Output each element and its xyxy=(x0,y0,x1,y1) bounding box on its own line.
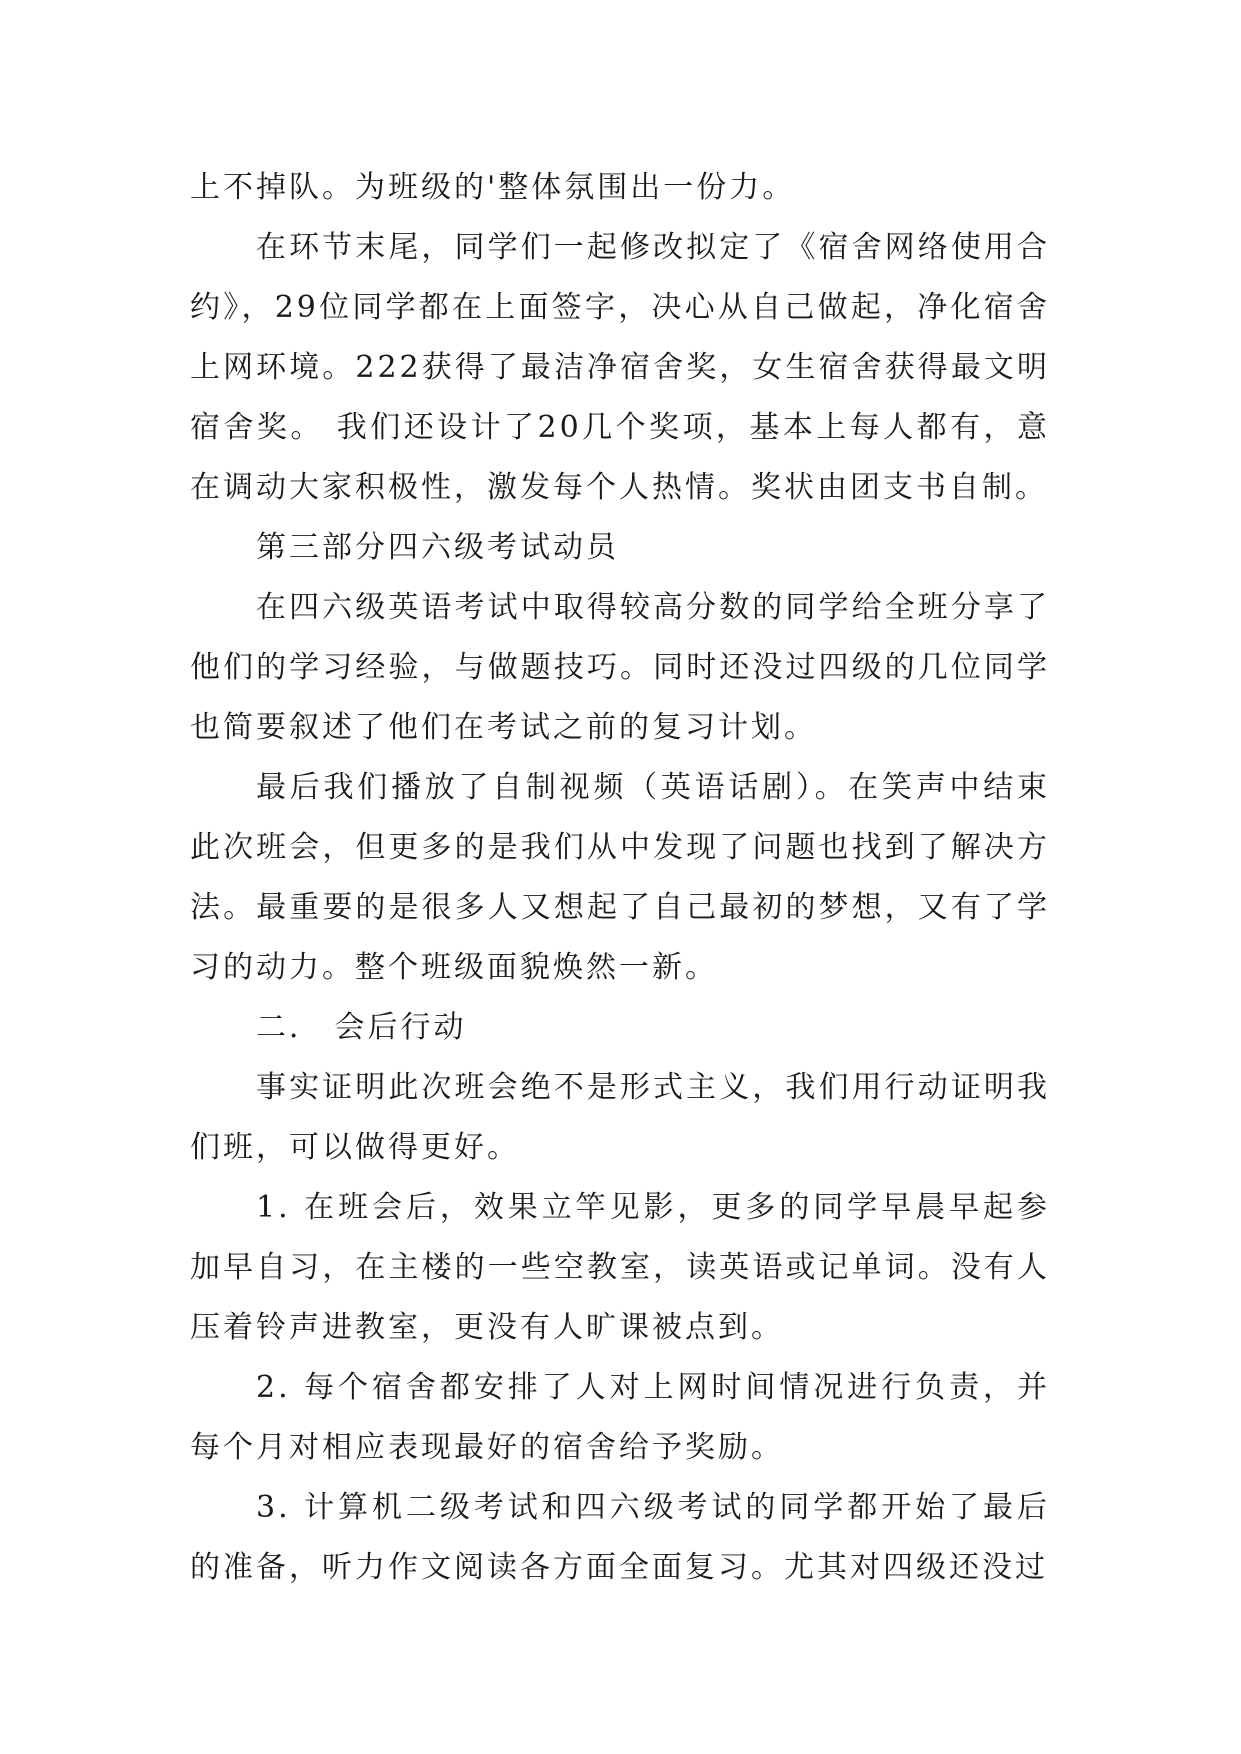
list-item: 2. 每个宿舍都安排了人对上网时间情况进行负责，并每个月对相应表现最好的宿舍给予奖励。 xyxy=(190,1370,1050,1465)
section-heading: 二． 会后行动 xyxy=(256,1010,467,1045)
paragraph: 最后我们播放了自制视频（英语话剧）。在笑声中结束此次班会，但更多的是我们从中发现了问题也找到了解决方法。最重要的是很多人又想起了自己最初的梦想，又有了学习的动力。整个班级面貌焕然一新。 xyxy=(190,770,1050,985)
section-heading: 第三部分四六级考试动员 xyxy=(256,530,619,565)
paragraph: 在环节末尾，同学们一起修改拟定了《宿舍网络使用合约》，29位同学都在上面签字，决心从自己做起，净化宿舍上网环境。222获得了最洁净宿舍奖，女生宿舍获得最文明宿舍奖。 我们还设计了20几个奖项，基本上每人都有，意在调动大家积极性，激发每个人热情。奖状由团支书自制。 xyxy=(190,230,1050,505)
paragraph: 上不掉队。为班级的'整体氛围出一份力。 xyxy=(190,170,796,205)
list-item: 1. 在班会后，效果立竿见影，更多的同学早晨早起参加早自习，在主楼的一些空教室，读英语或记单词。没有人压着铃声进教室，更没有人旷课被点到。 xyxy=(190,1190,1050,1345)
document-body xyxy=(190,158,1050,1598)
list-item: 3. 计算机二级考试和四六级考试的同学都开始了最后的准备，听力作文阅读各方面全面复习。尤其对四级还没过 xyxy=(190,1490,1050,1585)
paragraph: 事实证明此次班会绝不是形式主义，我们用行动证明我们班，可以做得更好。 xyxy=(190,1070,1050,1165)
paragraph: 在四六级英语考试中取得较高分数的同学给全班分享了他们的学习经验，与做题技巧。同时还没过四级的几位同学也简要叙述了他们在考试之前的复习计划。 xyxy=(190,590,1050,745)
